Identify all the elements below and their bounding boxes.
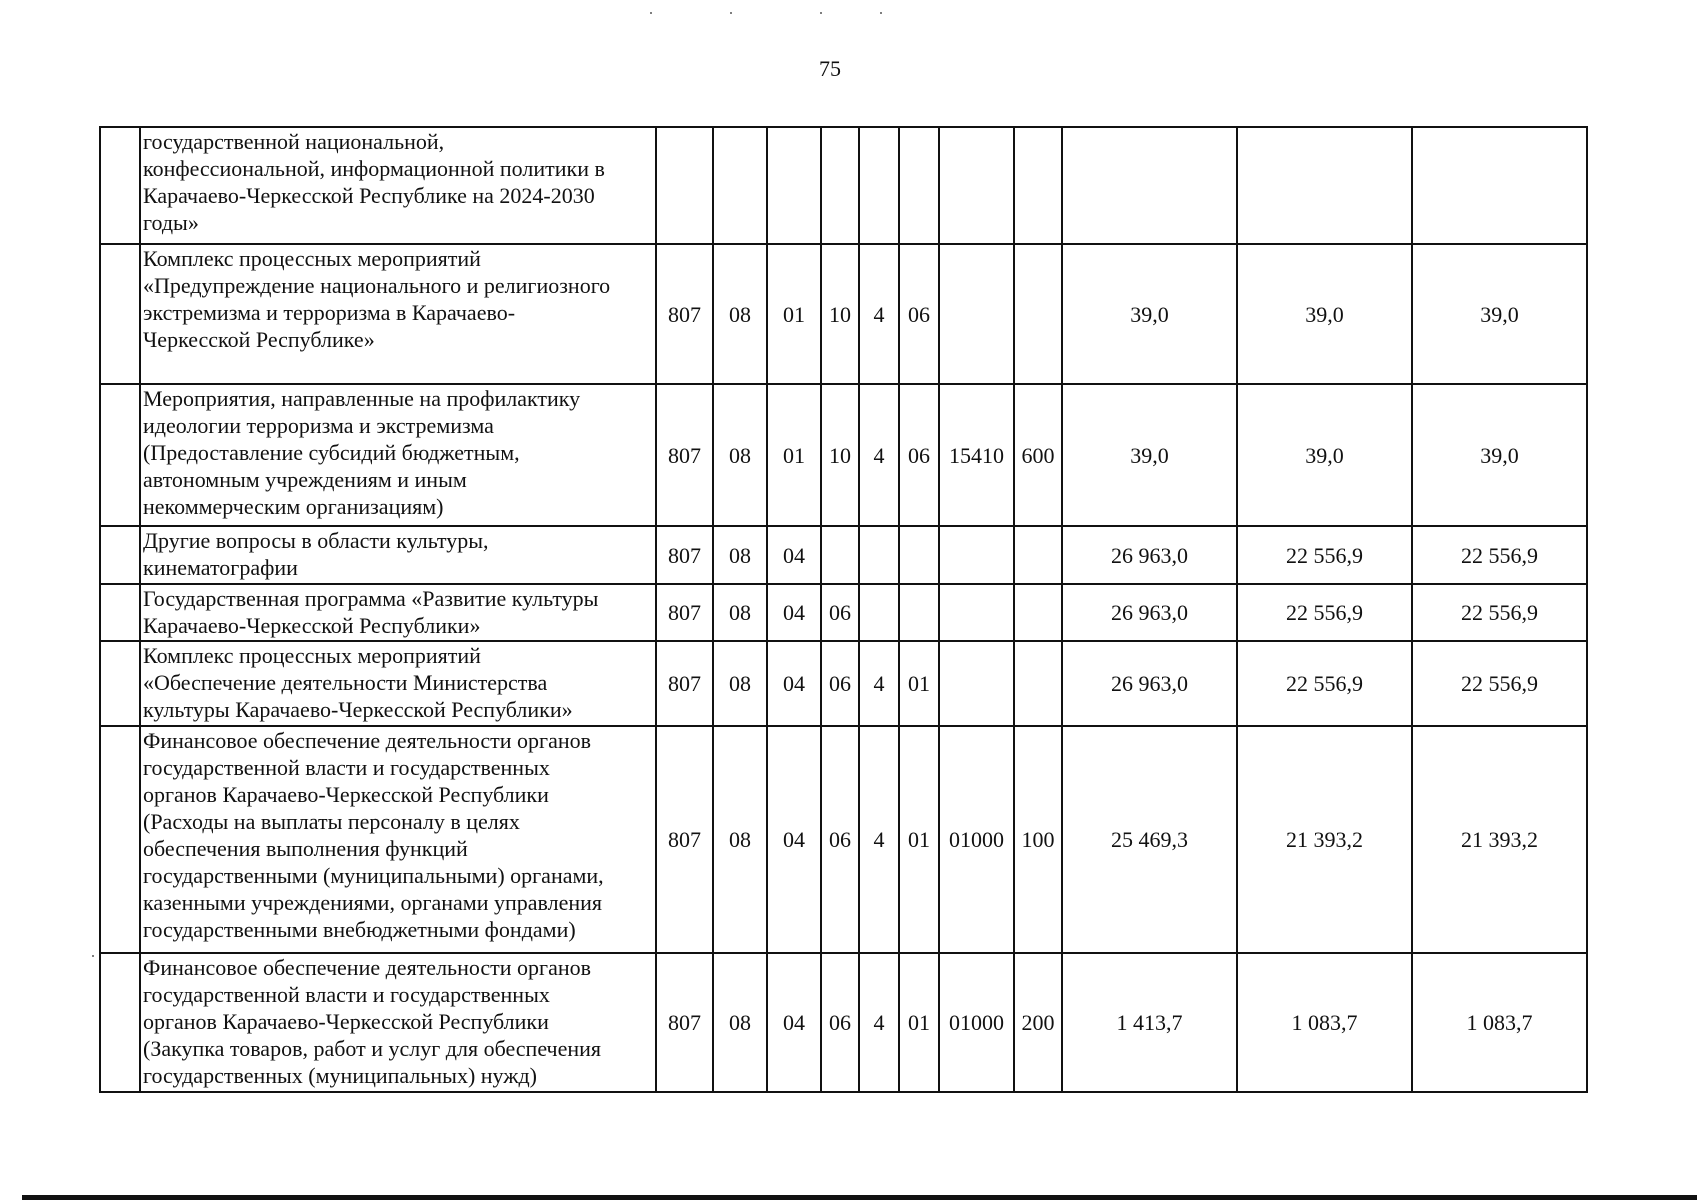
row-name-line: государственных (муниципальных) нужд) xyxy=(143,1063,537,1088)
row-name-line: идеологии терроризма и экстремизма xyxy=(143,413,494,438)
scan-speck xyxy=(92,955,94,957)
row-name-line: «Обеспечение деятельности Министерства xyxy=(143,670,548,695)
code-cell: 4 xyxy=(859,726,899,953)
row-name-line: органов Карачаево-Черкесской Республики xyxy=(143,782,549,807)
code-cell: 10 xyxy=(821,384,859,526)
amount-cell: 22 556,9 xyxy=(1237,526,1412,584)
code-cell: 15410 xyxy=(939,384,1014,526)
code-cell: 807 xyxy=(656,641,713,726)
amount-cell: 1 413,7 xyxy=(1062,953,1237,1092)
amount-cell: 39,0 xyxy=(1237,244,1412,384)
amount-cell: 39,0 xyxy=(1412,244,1587,384)
code-cell: 08 xyxy=(713,526,767,584)
code-cell xyxy=(939,244,1014,384)
row-name-line: Черкесской Республике» xyxy=(143,327,375,352)
code-cell: 06 xyxy=(821,641,859,726)
row-number-cell xyxy=(100,127,140,244)
table-row xyxy=(100,953,1587,1092)
row-name-line: Мероприятия, направленные на профилактику xyxy=(143,386,581,411)
code-cell xyxy=(1014,127,1062,244)
scan-speck xyxy=(650,12,652,14)
amount-cell: 22 556,9 xyxy=(1237,584,1412,641)
row-name-line: культуры Карачаево-Черкесской Республики» xyxy=(143,697,573,722)
row-name-cell xyxy=(140,526,656,584)
table-row xyxy=(100,384,1587,526)
code-cell: 10 xyxy=(821,244,859,384)
code-cell xyxy=(939,641,1014,726)
row-name-cell xyxy=(140,584,656,641)
code-cell xyxy=(899,127,939,244)
code-cell xyxy=(767,127,821,244)
code-cell: 4 xyxy=(859,244,899,384)
code-cell xyxy=(939,526,1014,584)
row-number-cell xyxy=(100,641,140,726)
code-cell: 08 xyxy=(713,384,767,526)
code-cell: 04 xyxy=(767,726,821,953)
code-cell: 4 xyxy=(859,384,899,526)
scan-speck xyxy=(880,12,882,14)
row-name-line: (Закупка товаров, работ и услуг для обеспечения xyxy=(143,1036,602,1061)
code-cell xyxy=(859,584,899,641)
code-cell xyxy=(859,127,899,244)
code-cell: 4 xyxy=(859,953,899,1092)
code-cell xyxy=(656,127,713,244)
amount-cell: 39,0 xyxy=(1412,384,1587,526)
code-cell: 4 xyxy=(859,641,899,726)
code-cell: 06 xyxy=(899,384,939,526)
code-cell: 807 xyxy=(656,726,713,953)
amount-cell: 21 393,2 xyxy=(1237,726,1412,953)
amount-cell: 21 393,2 xyxy=(1412,726,1587,953)
row-name-cell xyxy=(140,726,656,953)
code-cell: 01 xyxy=(899,953,939,1092)
code-cell: 08 xyxy=(713,641,767,726)
amount-cell: 39,0 xyxy=(1062,384,1237,526)
row-name-line: обеспечения выполнения функций xyxy=(143,836,468,861)
code-cell: 807 xyxy=(656,384,713,526)
row-name-cell xyxy=(140,953,656,1092)
budget-table xyxy=(99,126,1588,1093)
row-number-cell xyxy=(100,584,140,641)
code-cell: 01000 xyxy=(939,726,1014,953)
row-name-line: (Предоставление субсидий бюджетным, xyxy=(143,440,520,465)
amount-cell: 22 556,9 xyxy=(1412,641,1587,726)
code-cell: 01000 xyxy=(939,953,1014,1092)
row-name-line: (Расходы на выплаты персоналу в целях xyxy=(143,809,520,834)
table-row xyxy=(100,244,1587,384)
amount-cell: 22 556,9 xyxy=(1237,641,1412,726)
scan-speck xyxy=(730,12,732,14)
code-cell xyxy=(713,127,767,244)
code-cell xyxy=(1014,641,1062,726)
code-cell: 06 xyxy=(821,584,859,641)
row-name-line: «Предупреждение национального и религиозного xyxy=(143,273,611,298)
code-cell: 08 xyxy=(713,726,767,953)
row-name-line: Государственная программа «Развитие культуры xyxy=(143,586,599,611)
row-number-cell xyxy=(100,384,140,526)
code-cell: 807 xyxy=(656,584,713,641)
row-name-line: государственной национальной, xyxy=(143,129,445,154)
table-row xyxy=(100,584,1587,641)
row-name-line: годы» xyxy=(143,210,199,235)
row-name-line: конфессиональной, информационной политики в xyxy=(143,156,605,181)
code-cell xyxy=(1014,526,1062,584)
row-name-cell xyxy=(140,641,656,726)
code-cell: 807 xyxy=(656,244,713,384)
amount-cell: 39,0 xyxy=(1237,384,1412,526)
amount-cell: 25 469,3 xyxy=(1062,726,1237,953)
code-cell xyxy=(859,526,899,584)
row-name-line: кинематографии xyxy=(143,555,298,580)
row-name-line: казенными учреждениями, органами управления xyxy=(143,890,603,915)
row-name-line: Финансовое обеспечение деятельности органов xyxy=(143,955,592,980)
code-cell: 807 xyxy=(656,953,713,1092)
row-name-line: экстремизма и терроризма в Карачаево- xyxy=(143,300,516,325)
row-name-line: Карачаево-Черкесской Республике на 2024-2030 xyxy=(143,183,595,208)
amount-cell xyxy=(1062,127,1237,244)
code-cell: 06 xyxy=(821,726,859,953)
row-name-line: Карачаево-Черкесской Республики» xyxy=(143,613,481,638)
row-name-line: государственными внебюджетными фондами) xyxy=(143,917,576,942)
code-cell: 08 xyxy=(713,584,767,641)
row-name-cell xyxy=(140,244,656,384)
row-name-line: некоммерческим организациям) xyxy=(143,494,444,519)
code-cell: 600 xyxy=(1014,384,1062,526)
page-number: 75 xyxy=(819,56,841,81)
row-name-line: Финансовое обеспечение деятельности органов xyxy=(143,728,592,753)
amount-cell: 39,0 xyxy=(1062,244,1237,384)
code-cell xyxy=(899,526,939,584)
code-cell: 08 xyxy=(713,244,767,384)
amount-cell: 22 556,9 xyxy=(1412,584,1587,641)
code-cell: 01 xyxy=(899,726,939,953)
table-row xyxy=(100,127,1587,244)
code-cell: 06 xyxy=(899,244,939,384)
row-name-line: автономным учреждениям и иным xyxy=(143,467,467,492)
row-name-line: государственной власти и государственных xyxy=(143,755,550,780)
code-cell: 08 xyxy=(713,953,767,1092)
row-number-cell xyxy=(100,953,140,1092)
code-cell xyxy=(1014,584,1062,641)
row-name-cell xyxy=(140,127,656,244)
table-row xyxy=(100,726,1587,953)
row-name-line: Другие вопросы в области культуры, xyxy=(143,528,489,553)
code-cell xyxy=(821,127,859,244)
row-name-line: органов Карачаево-Черкесской Республики xyxy=(143,1009,549,1034)
row-name-line: государственной власти и государственных xyxy=(143,982,550,1007)
code-cell: 01 xyxy=(767,244,821,384)
row-name-line: Комплекс процессных мероприятий xyxy=(143,246,481,271)
amount-cell xyxy=(1237,127,1412,244)
amount-cell: 22 556,9 xyxy=(1412,526,1587,584)
row-number-cell xyxy=(100,244,140,384)
amount-cell: 26 963,0 xyxy=(1062,526,1237,584)
table-row xyxy=(100,641,1587,726)
code-cell xyxy=(821,526,859,584)
code-cell: 200 xyxy=(1014,953,1062,1092)
code-cell: 807 xyxy=(656,526,713,584)
amount-cell: 1 083,7 xyxy=(1412,953,1587,1092)
amount-cell: 26 963,0 xyxy=(1062,584,1237,641)
code-cell: 100 xyxy=(1014,726,1062,953)
row-name-line: Комплекс процессных мероприятий xyxy=(143,643,481,668)
bottom-rule xyxy=(22,1195,1697,1200)
code-cell: 01 xyxy=(899,641,939,726)
row-number-cell xyxy=(100,726,140,953)
code-cell: 04 xyxy=(767,953,821,1092)
code-cell xyxy=(939,127,1014,244)
code-cell xyxy=(899,584,939,641)
code-cell xyxy=(1014,244,1062,384)
amount-cell: 26 963,0 xyxy=(1062,641,1237,726)
row-name-cell xyxy=(140,384,656,526)
code-cell: 04 xyxy=(767,526,821,584)
row-name-line: государственными (муниципальными) органами, xyxy=(143,863,604,888)
table-row xyxy=(100,526,1587,584)
code-cell: 04 xyxy=(767,584,821,641)
code-cell: 01 xyxy=(767,384,821,526)
scan-speck xyxy=(820,12,822,14)
row-number-cell xyxy=(100,526,140,584)
code-cell: 06 xyxy=(821,953,859,1092)
amount-cell: 1 083,7 xyxy=(1237,953,1412,1092)
code-cell: 04 xyxy=(767,641,821,726)
amount-cell xyxy=(1412,127,1587,244)
code-cell xyxy=(939,584,1014,641)
